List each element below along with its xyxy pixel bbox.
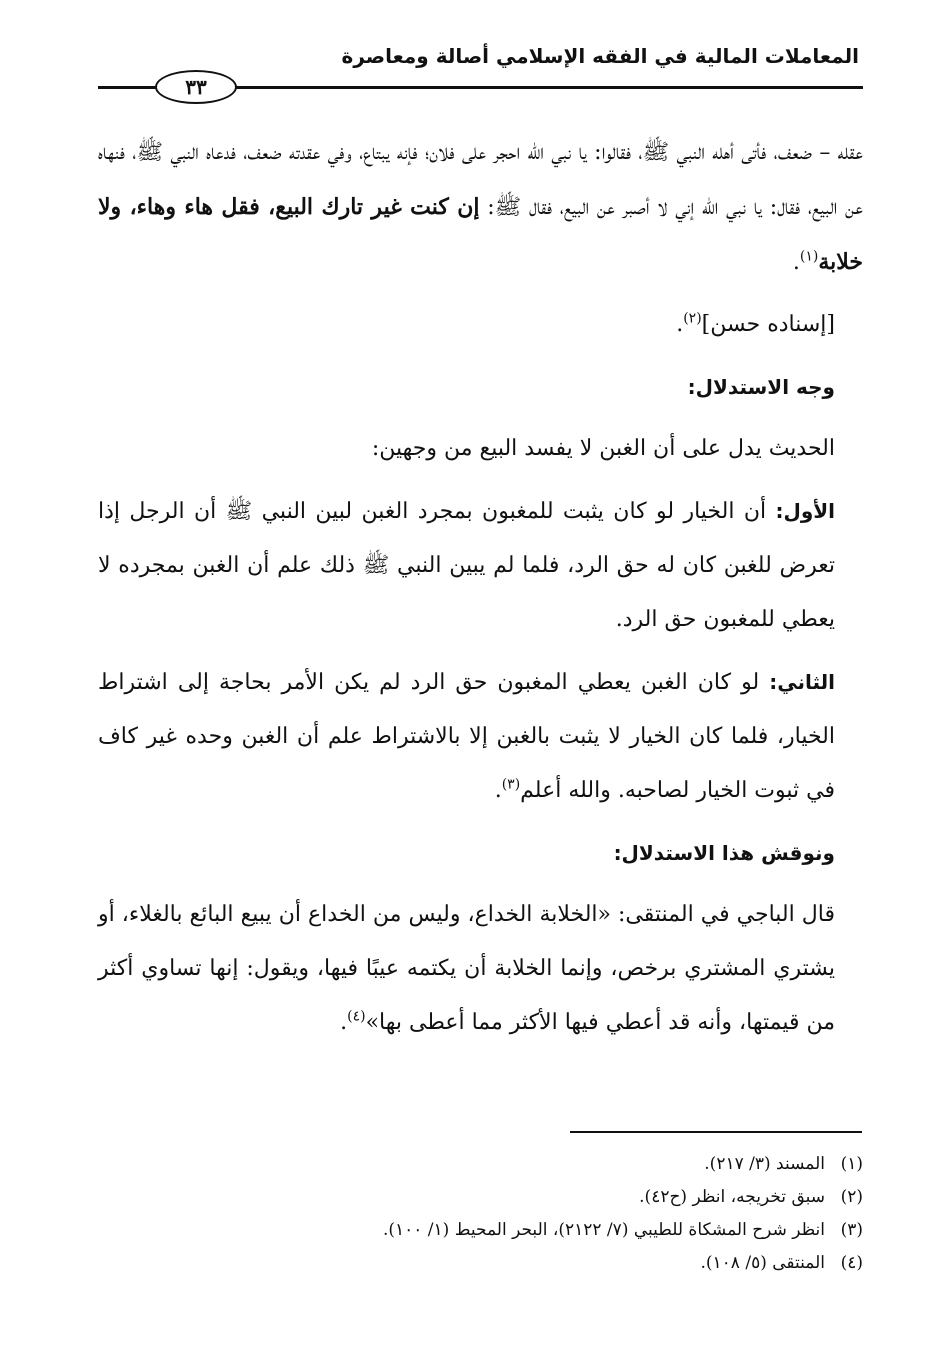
footnote-ref-4: (٤) bbox=[347, 1008, 366, 1025]
footnote-item bbox=[98, 1214, 863, 1247]
footnote-text: المسند (٣/ ٢١٧). bbox=[704, 1154, 825, 1174]
footnote-number: (٣) bbox=[840, 1220, 863, 1240]
page-number: ٣٣ bbox=[185, 75, 207, 99]
footnote-text: المنتقى (٥/ ١٠٨). bbox=[700, 1253, 825, 1273]
footnote-text: سبق تخريجه، انظر (ح٤٢). bbox=[639, 1187, 825, 1207]
hadith-paragraph: عقله – ضعف، فأتى أهله النبي ﷺ، فقالوا: يا نبي الله احجر على فلان؛ فإنه يبتاع، وفي عقدته ضعف، فدعاه النبي ﷺ، فنهاه عن البيع، فقال: يا نبي الله إني لا أصبر عن البيع، فقال ﷺ: إن كنت غير تارك البيع، فقل هاء وهاء، ولا خلابة$^{(١)}$. bbox=[98, 140, 863, 275]
footnote-number: (٢) bbox=[840, 1187, 863, 1207]
footnote-text: انظر شرح المشكاة للطيبي (٧/ ٢١٢٢)، البحر المحيط (١/ ١٠٠). bbox=[382, 1220, 825, 1240]
first-point-paragraph: الأول: أن الخيار لو كان يثبت للمغبون بمجرد الغبن لبين النبي ﷺ أن الرجل إذا تعرض للغبن كان له حق الرد، فلما لم يبين النبي ﷺ ذلك علم أن الغبن بمجرده لا يعطي للمغبون حق الرد. bbox=[98, 499, 835, 632]
footnote-item bbox=[98, 1247, 863, 1280]
running-header-title: المعاملات المالية في الفقه الإسلامي أصالة ومعاصرة bbox=[341, 44, 859, 68]
second-point-label: الثاني: bbox=[769, 670, 835, 694]
page-number-badge bbox=[155, 70, 237, 104]
footnote-item bbox=[98, 1148, 863, 1181]
second-point-paragraph: الثاني: لو كان الغبن يعطي المغبون حق الرد لم يكن الأمر بحاجة إلى اشتراط الخيار، فلما كان الخيار لا يثبت بالغبن إلا بالاشتراط علم أن الغبن وحده غير كاف في ثبوت الخيار لصاحبه. والله أعلم$^{(٣)}$. bbox=[98, 670, 835, 803]
section-heading-evidence: وجه الاستدلال: bbox=[687, 375, 835, 399]
isnad-line: [إسناده حسن]$^{(٢)}$. bbox=[676, 310, 835, 337]
footnote-ref-3: (٣) bbox=[501, 776, 521, 793]
footnote-number: (١) bbox=[840, 1154, 863, 1174]
main-text bbox=[98, 126, 863, 1050]
footnotes bbox=[98, 1148, 863, 1280]
footnote-separator bbox=[570, 1131, 862, 1133]
footnote-ref-2: (٢) bbox=[683, 310, 702, 327]
footnote-ref-1: (١) bbox=[799, 248, 819, 265]
section-heading-discussion: ونوقش هذا الاستدلال: bbox=[613, 841, 835, 865]
baji-quote-paragraph: قال الباجي في المنتقى: «الخلابة الخداع، وليس من الخداع أن يبيع البائع بالغلاء، أو يشتري المشتري برخص، وإنما الخلابة أن يكتمه عيبًا فيها، ويقول: إنها تساوي أكثر من قيمتها، وأنه قد أعطي فيها الأكثر مما أعطى بها»$^{(٤)}$. bbox=[98, 902, 835, 1035]
footnote-item bbox=[98, 1181, 863, 1214]
first-point-label: الأول: bbox=[775, 499, 835, 523]
footnote-number: (٤) bbox=[840, 1253, 863, 1273]
hadith-quote: إن كنت غير تارك البيع، فقل هاء وهاء، ولا خلابة bbox=[98, 194, 863, 275]
intro-paragraph: الحديث يدل على أن الغبن لا يفسد البيع من وجهين: bbox=[371, 436, 835, 461]
